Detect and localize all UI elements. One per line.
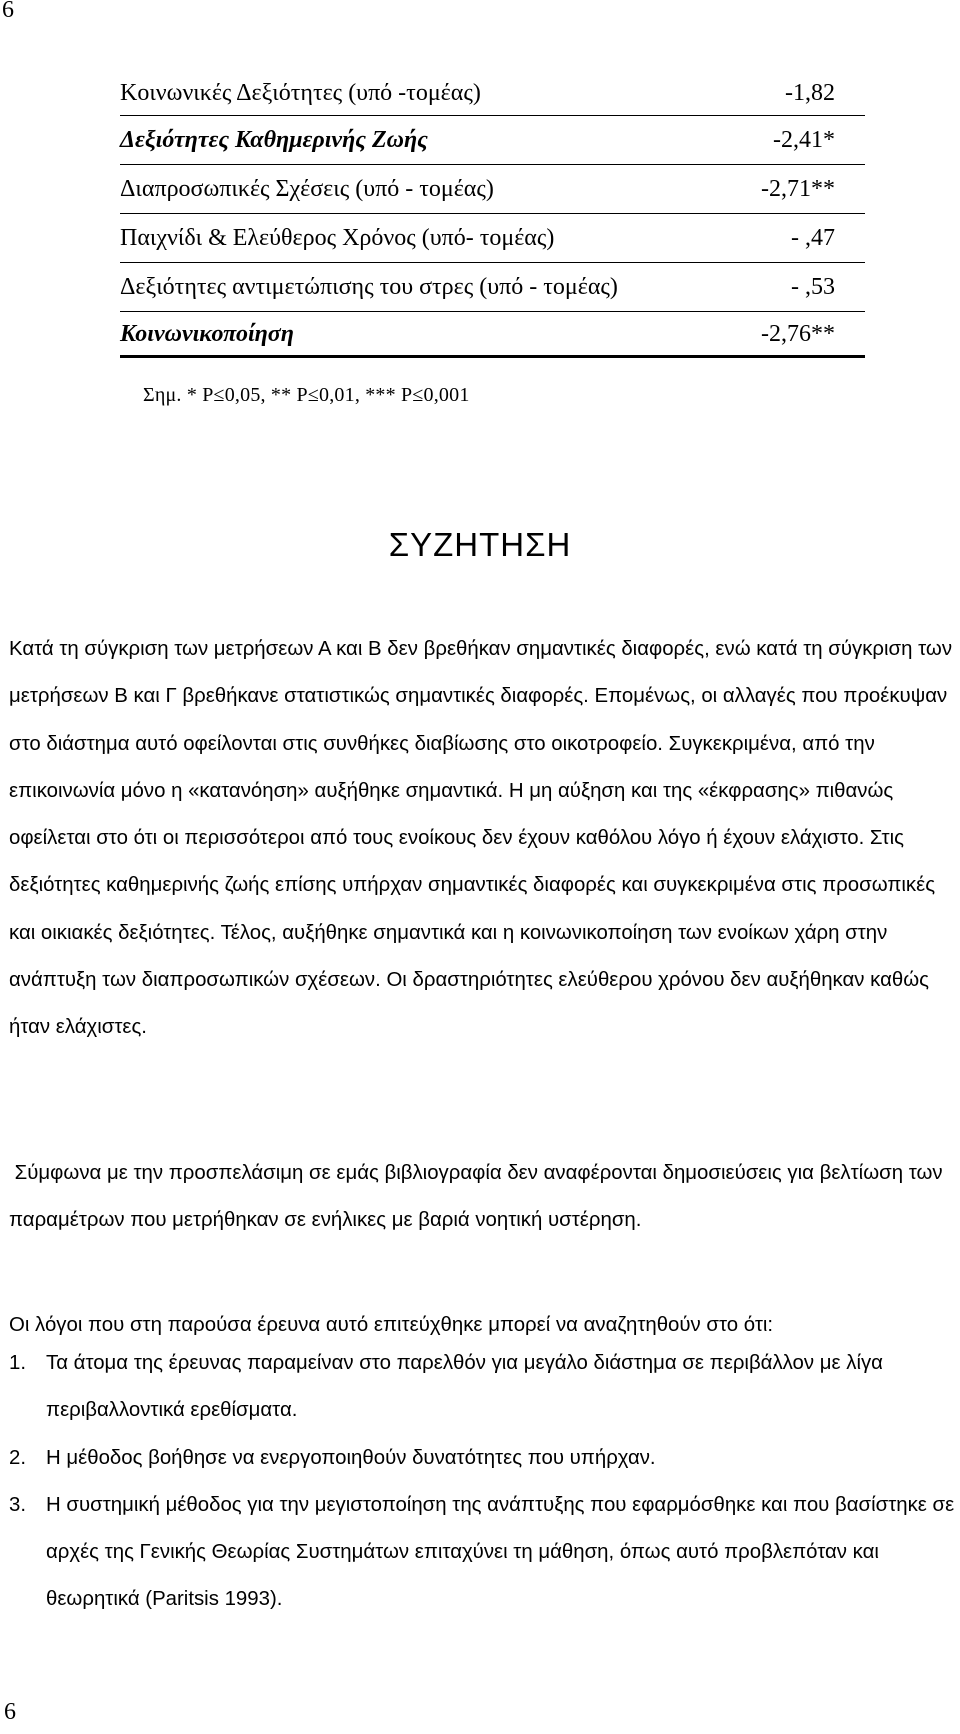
table-row [120, 214, 865, 263]
row-label: Δεξιότητες αντιμετώπισης του στρες (υπό - τομέας) [120, 263, 736, 312]
table-row [120, 165, 865, 214]
row-value: - ,53 [736, 263, 865, 312]
row-value: -1,82 [736, 71, 865, 116]
discussion-paragraph [9, 626, 960, 1052]
row-label: Κοινωνικές Δεξιότητες (υπό -τομέας) [120, 71, 736, 116]
page-number-top: 6 [2, 0, 14, 23]
literature-paragraph [9, 1150, 960, 1245]
paragraph-2: Σύμφωνα με την προσπελάσιμη σε εμάς βιβλιογραφία δεν αναφέρονται δημοσιεύσεις για βελτίωση των παραμέτρων που μετρήθηκαν σε ενήλικες με βαριά νοητική υστέρηση. [9, 1162, 949, 1232]
list-number: 3. [9, 1493, 27, 1516]
row-label: Παιχνίδι & Ελεύθερος Χρόνος (υπό- τομέας) [120, 214, 736, 263]
table-row [120, 263, 865, 312]
paragraph-1: Κατά τη σύγκριση των μετρήσεων Α και Β δεν βρεθήκαν σημαντικές διαφορές, ενώ κατά τη σύγκριση των μετρήσεων Β και Γ βρεθήκανε στατιστικώς σημαντικές διαφορές. Επομένως, οι αλλαγές που προέκυψαν στο διάστημα αυτό οφείλονται στις συνθήκες διαβίωσης στο οικοτροφείο. Συγκεκριμένα, από την επικοινωνία μόνο η «κατανόηση» αυξήθηκε σημαντικά. Η μη αύξηση και της «έκφρασης» πιθανώς οφείλεται στο ότι οι περισσότεροι από τους ενοίκους δεν έχουν καθόλου λόγο ή έχουν ελάχιστο. Στις δεξιότητες καθημερινής ζωής επίσης υπήρχαν σημαντικές διαφορές και συγκεκριμένα στις προσωπικές και οικιακές δεξιότητες. Τέλος, αυξήθηκε σημαντικά και η κοινωνικοποίηση των ενοίκων χάρη στην ανάπτυξη των διαπροσωπικών σχέσεων. Οι δραστηριότητες ελεύθερου χρόνου δεν αυξήθηκαν καθώς ήταν ελάχιστες. [9, 638, 953, 1039]
row-label: Διαπροσωπικές Σχέσεις (υπό - τομέας) [120, 165, 736, 214]
table-row [120, 312, 865, 357]
table-row [120, 71, 865, 116]
row-label: Δεξιότητες Καθημερινής Ζωής [120, 116, 736, 165]
page-number-bottom: 6 [4, 1699, 16, 1725]
results-table [120, 71, 865, 358]
list-item [9, 1482, 959, 1624]
row-label: Κοινωνικοποίηση [120, 312, 736, 357]
reasons-list [9, 1340, 959, 1624]
section-heading: ΣΥΖΗΤΗΣΗ [388, 526, 572, 563]
list-text: Η μέθοδος βοήθησε να ενεργοποιηθούν δυνατότητες που υπήρχαν. [46, 1446, 656, 1469]
table-row [120, 116, 865, 165]
row-value: -2,71** [736, 165, 865, 214]
table-note: Σημ. * P≤0,05, ** P≤0,01, *** P≤0,001 [143, 384, 470, 406]
list-item [9, 1435, 959, 1482]
list-number: 1. [9, 1352, 27, 1374]
list-text: Τα άτομα της έρευνας παραμείναν στο παρελθόν για μεγάλο διάστημα σε περιβάλλον με λίγα περιβαλλοντικά ερεθίσματα. [46, 1352, 883, 1422]
row-value: - ,47 [736, 214, 865, 263]
list-text: Η συστημική μέθοδος για την μεγιστοποίηση της ανάπτυξης που εφαρμόσθηκε και που βασίστηκε σε αρχές της Γενικής Θεωρίας Συστημάτων επιταχύνει τη μάθηση, όπως αυτό προβλεπόταν και θεωρητικά (Paritsis 1993). [46, 1493, 955, 1611]
row-value: -2,76** [736, 312, 865, 357]
list-number: 2. [9, 1446, 27, 1469]
reasons-intro: Οι λόγοι που στη παρούσα έρευνα αυτό επιτεύχθηκε μπορεί να αναζητηθούν στο ότι: [9, 1314, 774, 1336]
list-item [9, 1340, 959, 1435]
row-value: -2,41* [736, 116, 865, 165]
